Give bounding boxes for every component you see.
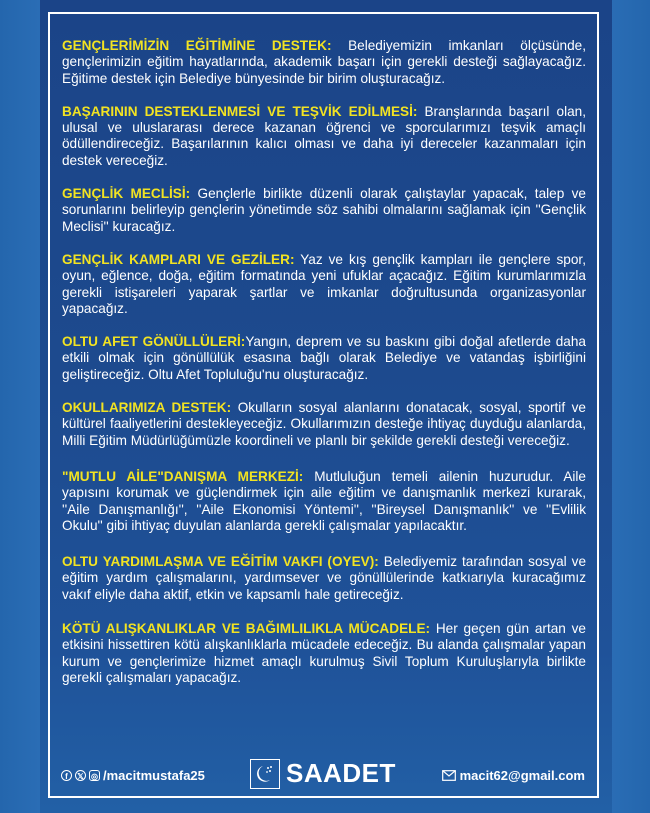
- social-handle[interactable]: /macitmustafa25: [103, 768, 205, 783]
- manifesto-content: [62, 38, 586, 686]
- section-youth-council: [62, 186, 586, 235]
- footer: [48, 756, 599, 796]
- section-disaster-volunteers: [62, 334, 586, 383]
- x-icon[interactable]: 𝕏: [75, 770, 86, 781]
- section-youth-camps: [62, 252, 586, 317]
- section-body: Branşlarında başarıl olan, ulusal ve uluslararası derece kazanan öğrenci ve sporcularımızı teşvik amaçlı ödüllendireceğiz. Başarılarının kalıcı olması ve daha iyi dereceler kazanmaları için destek vereceğiz.: [62, 103, 586, 168]
- section-heading: GENÇLİK MECLİSİ:: [62, 186, 191, 202]
- section-body: Belediyemiz tarafından sosyal ve eğitim yardım çalışmalarını, yardımsever ve gönüllülerinde katkıarıyla kuracağımız vakıf eliyle daha aktif, etkin ve kapsamlı hale getireceğiz.: [62, 554, 587, 602]
- section-heading: KÖTÜ ALIŞKANLIKLAR VE BAĞIMLILIKLA MÜCADELE:: [62, 621, 431, 637]
- section-body: Okulların sosyal alanlarını donatacak, sosyal, sportif ve kültürel faaliyetlerini destekleyeceğiz. Okullarımızın desteğe ihtiyaç duyduğu alanlarda, Milli Eğitim Müdürlüğümüzle koordineli ve planlı bir şekilde gerekli desteği vereceğiz.: [62, 400, 586, 448]
- logo-text: SAADET: [286, 758, 396, 788]
- section-body: Yaz ve kış gençlik kampları ile gençlere spor, oyun, eğlence, doğa, eğitim formatında yeni ufuklar açacağız. Eğitim kurumlarımızla gerekli istişareleri yaparak şartlar ve imkanlar doğrultusunda organizasyonlar yapacağız.: [62, 251, 586, 316]
- section-heading: OLTU YARDIMLAŞMA VE EĞİTİM VAKFI (OYEV):: [62, 554, 379, 570]
- section-heading: GENÇLİK KAMPLARI VE GEZİLER:: [62, 251, 295, 267]
- section-body: Belediyemizin imkanları ölçüsünde, gençlerimizin eğitim hayatlarında, akademik başarı için gerekli desteği sağlayacağız. Eğitime destek için Belediye bünyesinde bir birim oluşturacağız.: [62, 38, 587, 86]
- section-school-support: [62, 400, 586, 449]
- section-heading: "MUTLU AİLE"DANIŞMA MERKEZİ:: [62, 468, 304, 484]
- section-family-center: [62, 469, 586, 534]
- email-contact[interactable]: [442, 768, 585, 783]
- section-body: Gençlerle birlikte düzenli olarak çalıştaylar yapacak, talep ve sorunlarını belirleyip gençlerin yönetimde söz sahibi olmalarını sağlamak için ''Gençlik Meclisi'' kuracağız.: [62, 186, 586, 234]
- social-links[interactable]: [61, 768, 205, 783]
- email-address[interactable]: macit62@gmail.com: [459, 768, 585, 783]
- mail-icon: [442, 770, 456, 781]
- section-heading: GENÇLERİMİZİN EĞİTİMİNE DESTEK:: [62, 38, 332, 53]
- section-body: Her geçen gün artan ve etkisini hissettiren kötü alışkanlıklarla mücadele edeceğiz. Bu alanda çalışmalar yapan kurum ve gençlerimize hizmet amaçlı kurulmuş Sivil Toplum Kuruluşlarıyla birlikte gerekli çalışmaları yapacağız.: [62, 621, 586, 685]
- section-body: Mutluluğun temeli ailenin huzurudur. Aile yapısını korumak ve güçlendirmek için aile eğitim ve danışmanlık merkezi kurarak, ''Aile Danışmanlığı'', ''Aile Ekonomisi Yöntemi'', ''Bireysel Danışmanlık'' ve ''Evlilik Okulu'' gibi ihtiyaç duyulan alanlarda gerekli çalışmalar yapılacaktır.: [62, 468, 586, 533]
- saadet-logo: [250, 758, 396, 789]
- section-body: Yangın, deprem ve su baskını gibi doğal afetlerde daha etkili olmak için gönüllülük esasına bağlı olarak Belediye ve vatandaş işbirliğini geliştireceğiz. Oltu Afet Topluluğu'nu oluşturacağız.: [62, 334, 586, 382]
- crescent-stars-icon: [250, 759, 280, 789]
- section-addiction-fight: [62, 621, 586, 686]
- section-heading: OKULLARIMIZA DESTEK:: [62, 400, 232, 416]
- section-education-support: [62, 38, 586, 87]
- section-success-support: [62, 104, 586, 169]
- section-oyev-foundation: [62, 554, 586, 603]
- section-heading: BAŞARININ DESTEKLENMESİ VE TEŞVİK EDİLMESİ:: [62, 103, 418, 119]
- section-heading: OLTU AFET GÖNÜLLÜLERİ:: [62, 334, 246, 350]
- facebook-icon[interactable]: f: [61, 770, 72, 781]
- instagram-icon[interactable]: ◎: [89, 770, 100, 781]
